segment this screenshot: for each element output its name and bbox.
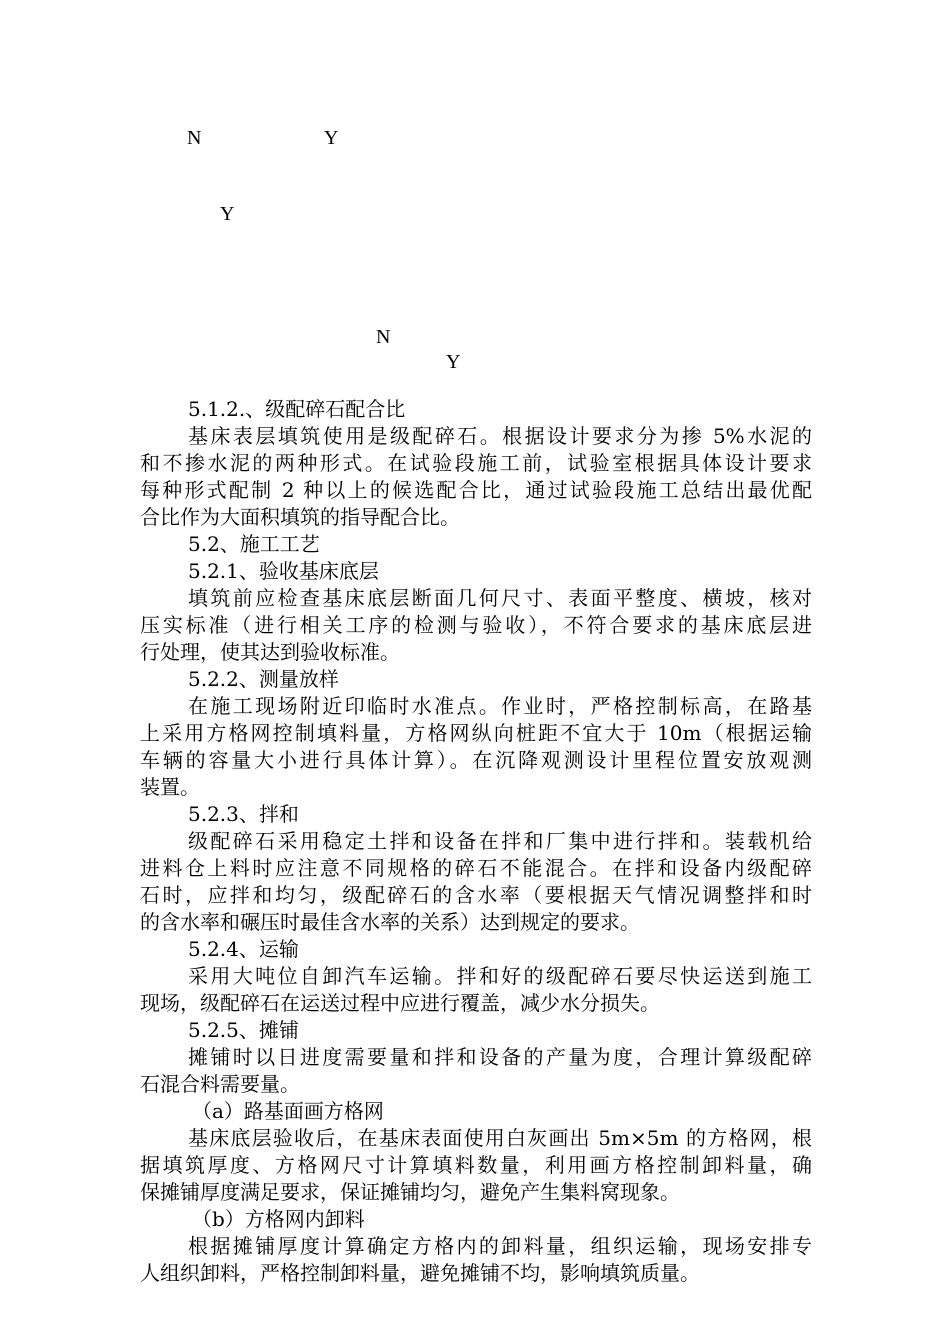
paragraph-line: 根据摊铺厚度计算确定方格内的卸料量，组织运输，现场安排专 [188, 1234, 812, 1258]
document-body [140, 396, 812, 1287]
section-heading: 5.2.1、验收基床底层 [188, 559, 379, 583]
paragraph-line: 现场，级配碎石在运送过程中应进行覆盖，减少水分损失。 [140, 991, 660, 1015]
paragraph-line: 车辆的容量大小进行具体计算）。在沉降观测设计里程位置安放观测 [140, 748, 812, 772]
flowchart-label-n: N [376, 326, 391, 348]
paragraph-line: 石时，应拌和均匀，级配碎石的含水率（要根据天气情况调整拌和时 [140, 883, 812, 907]
section-heading: 5.2.3、拌和 [188, 802, 299, 826]
paragraph-line: 级配碎石采用稳定土拌和设备在拌和厂集中进行拌和。装载机给 [188, 829, 812, 853]
section-heading: 5.2.5、摊铺 [188, 1018, 299, 1042]
paragraph-line: 基床底层验收后，在基床表面使用白灰画出 5m×5m 的方格网，根 [188, 1126, 812, 1150]
paragraph-line: 摊铺时以日进度需要量和拌和设备的产量为度，合理计算级配碎 [188, 1045, 812, 1069]
section-heading: 5.2.4、运输 [188, 937, 299, 961]
paragraph-line: 采用大吨位自卸汽车运输。拌和好的级配碎石要尽快运送到施工 [188, 964, 812, 988]
flowchart-label-n: N [187, 127, 202, 149]
section-heading: 5.2.2、测量放样 [188, 667, 339, 691]
paragraph-line: 的含水率和碾压时最佳含水率的关系）达到规定的要求。 [140, 910, 640, 934]
paragraph-line: 石混合料需要量。 [140, 1072, 300, 1096]
paragraph-line: 人组织卸料，严格控制卸料量，避免摊铺不均，影响填筑质量。 [140, 1261, 700, 1285]
paragraph-line: 保摊铺厚度满足要求，保证摊铺均匀，避免产生集料窝现象。 [140, 1180, 680, 1204]
paragraph-line: 据填筑厚度、方格网尺寸计算填料数量，利用画方格控制卸料量，确 [140, 1153, 812, 1177]
section-heading: 5.2、施工工艺 [188, 532, 320, 556]
paragraph-line: 上采用方格网控制填料量，方格网纵向桩距不宜大于 10m（根据运输 [140, 721, 812, 745]
paragraph-line: 进料仓上料时应注意不同规格的碎石不能混合。在拌和设备内级配碎 [140, 856, 812, 880]
flowchart-label-y: Y [446, 351, 461, 373]
paragraph-line: 行处理，使其达到验收标准。 [140, 640, 400, 664]
paragraph-line: 每种形式配制 2 种以上的候选配合比，通过试验段施工总结出最优配 [140, 478, 812, 502]
paragraph-line: 压实标准（进行相关工序的检测与验收），不符合要求的基床底层进 [140, 613, 812, 637]
paragraph-line: 填筑前应检查基床底层断面几何尺寸、表面平整度、横坡，核对 [188, 586, 812, 610]
subsection-heading: （a）路基面画方格网 [192, 1099, 384, 1123]
paragraph-line: 在施工现场附近印临时水准点。作业时，严格控制标高，在路基 [188, 694, 812, 718]
paragraph-line: 基床表层填筑使用是级配碎石。根据设计要求分为掺 5%水泥的 [188, 424, 812, 448]
paragraph-line: 和不掺水泥的两种形式。在试验段施工前，试验室根据具体设计要求 [140, 451, 812, 475]
flowchart-label-y: Y [324, 127, 339, 149]
paragraph-line: 合比作为大面积填筑的指导配合比。 [140, 505, 460, 529]
section-heading: 5.1.2.、级配碎石配合比 [188, 397, 406, 421]
flowchart-label-y: Y [220, 203, 235, 225]
paragraph-line: 装置。 [140, 775, 200, 799]
subsection-heading: （b）方格网内卸料 [192, 1207, 365, 1231]
